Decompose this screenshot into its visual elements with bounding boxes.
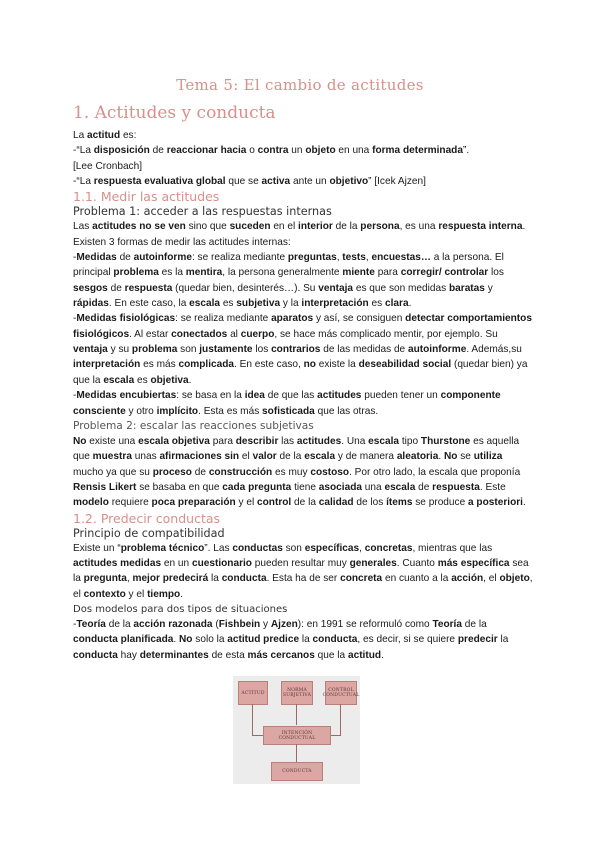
- intro-line: La actitud es:: [73, 130, 137, 141]
- subsection-heading-measure: 1.1. Medir las actitudes: [73, 189, 220, 205]
- box-norma-subjetiva: NORMA SUBJETIVA: [281, 681, 313, 705]
- intro-definition-1: -“La disposición de reaccionar hacia o contra un objeto en una forma determinada”.: [73, 145, 470, 157]
- box-actitud: ACTITUD: [238, 681, 268, 705]
- principle-heading: Principio de compatibilidad: [73, 526, 225, 540]
- box-conducta: CONDUCTA: [271, 762, 323, 781]
- paragraph-reasoned-action: -Teoría de la acción razonada (Fishbein y Ajzen): en 1991 se reformuló como Teoría de la conducta planificada. No solo la actitud predice la conducta, es decir, si se quiere predecir la conducta hay determinantes de esta más cercanos que la actitud.: [73, 618, 509, 661]
- models-heading: Dos modelos para dos tipos de situaciones: [73, 603, 288, 615]
- intro-definition-2: -“La respuesta evaluativa global que se activa ante un objetivo” [Icek Ajzen]: [73, 176, 426, 188]
- subsection-heading-predict: 1.2. Predecir conductas: [73, 510, 221, 526]
- section-heading: 1. Actitudes y conducta: [73, 103, 276, 123]
- connector-line: [330, 735, 341, 736]
- paragraph-scales: No existe una escala objetiva para describir las actitudes. Una escala tipo Thurstone es aquella que muestra unas afirmaciones sin el valor de la escala y de manera aleatoria. No se utiliza mucho ya que su proceso de construcción es muy costoso. Por otro lado, la escala que proponía Rensis Likert se basaba en que cada pregunta tiene asociada una escala de respuesta. Este modelo requiere poca preparación y el control de la calidad de los ítems se produce a posteriori.: [73, 435, 526, 509]
- page-title: Tema 5: El cambio de actitudes: [176, 76, 424, 94]
- connector-line: [296, 744, 297, 762]
- connector-line: [252, 704, 253, 735]
- problem-1-heading: Problema 1: acceder a las respuestas internas: [73, 205, 332, 219]
- paragraph-internal-responses: Las actitudes no se ven sino que suceden en el interior de la persona, es una respuesta interna. Existen 3 formas de medir las actitudes internas:: [73, 221, 526, 248]
- connector-line: [340, 704, 341, 735]
- paragraph-covert: -Medidas encubiertas: se basa en la idea de que las actitudes pueden tener un componente consciente y otro implícito. Esta es más sofisticada que las otras.: [73, 390, 501, 417]
- document-body: [73, 128, 533, 663]
- planned-behavior-diagram: [233, 676, 360, 784]
- intro-author-1: [Lee Cronbach]: [73, 160, 143, 172]
- paragraph-self-report: -Medidas de autoinforme: se realiza mediante preguntas, tests, encuestas… a la persona. El principal problema es la mentira, la persona generalmente miente para corregir/ controlar los sesgos de respuesta (quedar bien, desinterés…). Su ventaja es que son medidas baratas y rápidas. En este caso, la escala es subjetiva y la interpretación es clara.: [73, 252, 504, 310]
- paragraph-physiological: -Medidas fisiológicas: se realiza mediante aparatos y así, se consiguen detectar comportamientos fisiológicos. Al estar conectados al cuerpo, se hace más complicado mentir, por ejemplo. Su ventaja y su problema son justamente los contrarios de las medidas de autoinforme. Además,su interpretación es más complicada. En este caso, no existe la deseabilidad social (quedar bien) ya que la escala es objetiva.: [73, 313, 532, 386]
- box-intencion-conductual: INTENCIÓN CONDUCTUAL: [263, 726, 331, 745]
- connector-line: [252, 735, 263, 736]
- connector-line: [296, 704, 297, 725]
- problem-2-heading: Problema 2: escalar las reacciones subjetivas: [73, 419, 314, 432]
- box-control-conductual: CONTROL CONDUCTUAL: [325, 681, 357, 705]
- paragraph-compatibility: Existe un “problema técnico”. Las conductas son específicas, concretas, mientras que las actitudes medidas en un cuestionario pueden resultar muy generales. Cuanto más específica sea la pregunta, mejor predecirá la conducta. Esta ha de ser concreta en cuanto a la acción, el objeto, el contexto y el tiempo.: [73, 542, 533, 600]
